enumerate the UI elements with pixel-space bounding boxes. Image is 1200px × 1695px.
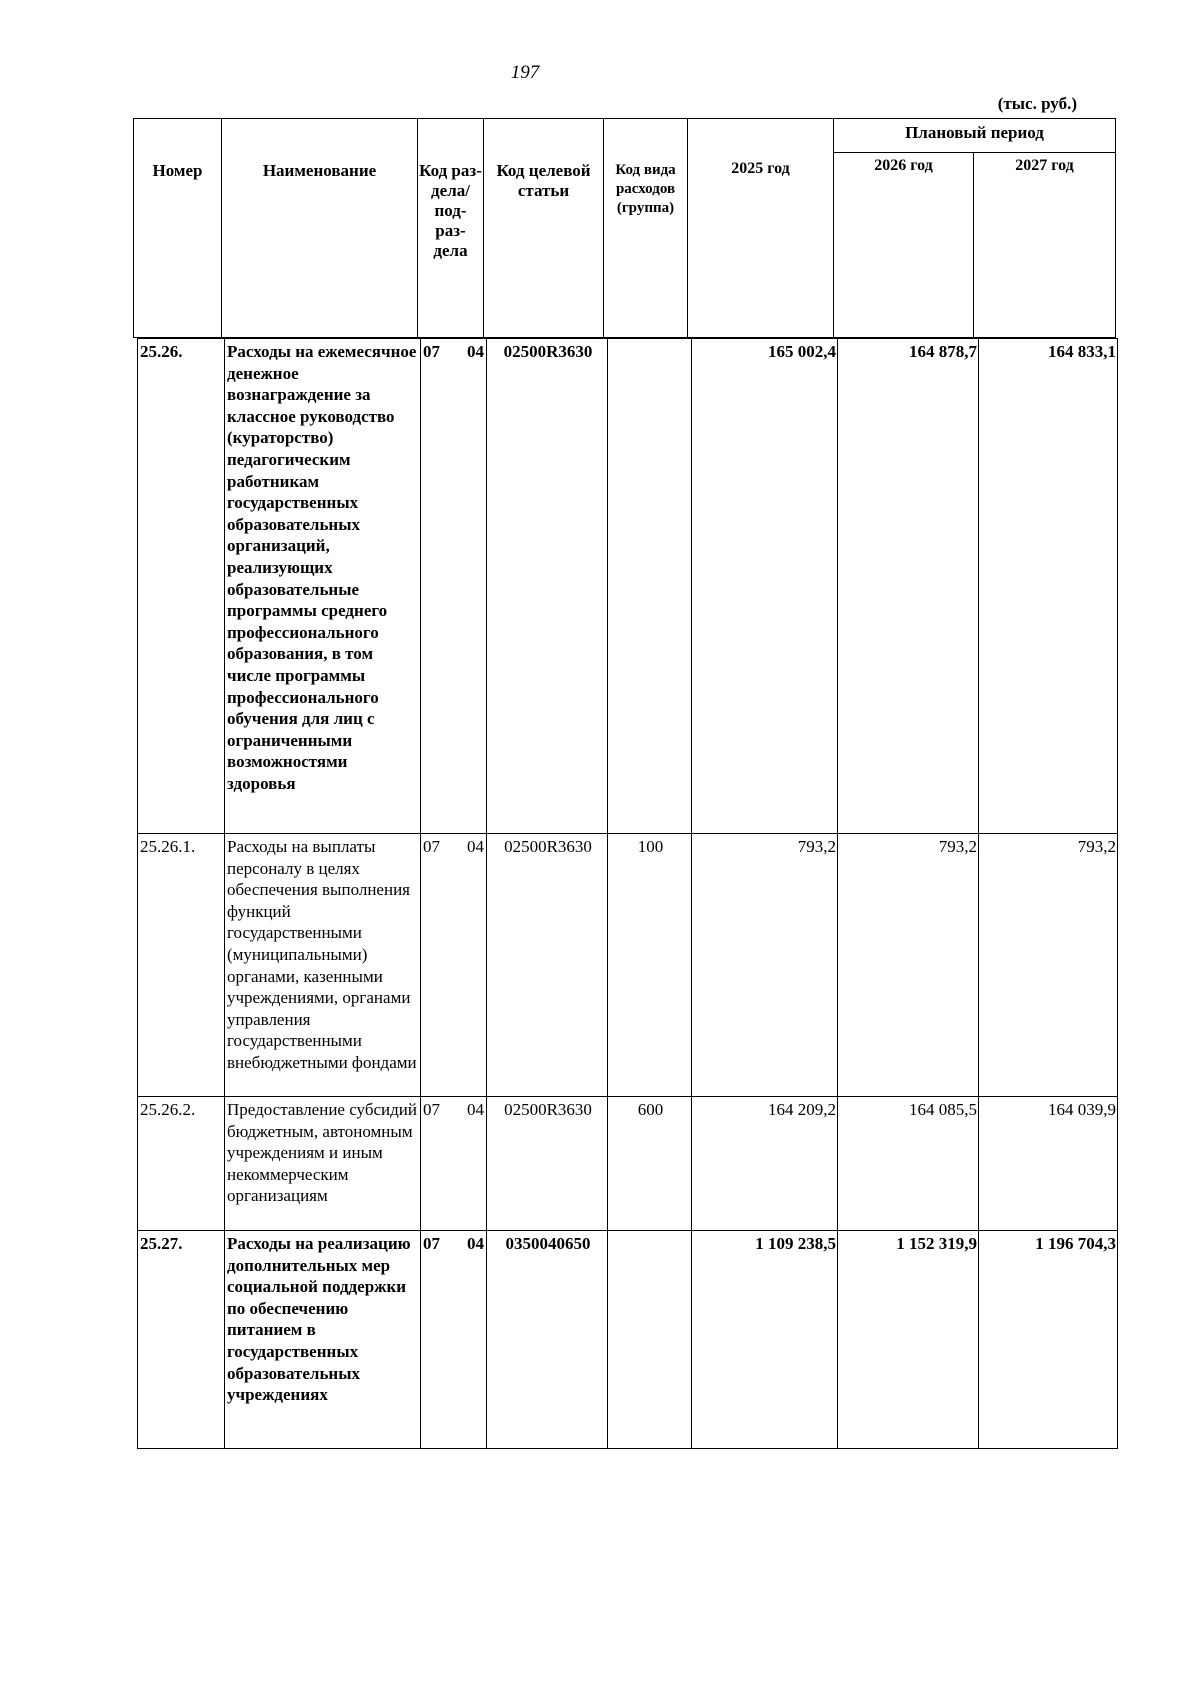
row-2027: 793,2: [979, 834, 1118, 1097]
row-expense-type: 100: [608, 834, 692, 1097]
header-number: Номер: [134, 119, 222, 338]
row-subsection: 04: [467, 342, 484, 361]
row-section: 07: [423, 1100, 440, 1119]
header-year-2027: 2027 год: [974, 153, 1116, 338]
table-row: [138, 1097, 1118, 1231]
header-target-code: Код целевой статьи: [484, 119, 604, 338]
table-header: [133, 118, 1116, 338]
row-target-code: 02500R3630: [487, 339, 608, 834]
table-row: [138, 1231, 1118, 1449]
page-number: 197: [510, 62, 540, 83]
row-2025: 793,2: [692, 834, 838, 1097]
row-2026: 1 152 319,9: [838, 1231, 979, 1449]
row-2026: 164 878,7: [838, 339, 979, 834]
row-2027: 1 196 704,3: [979, 1231, 1118, 1449]
row-section: 07: [423, 342, 440, 361]
row-section-code: [421, 339, 487, 834]
expense-table: [137, 338, 1118, 1449]
header-year-2026: 2026 год: [834, 153, 974, 338]
row-number: 25.26.2.: [138, 1097, 225, 1231]
row-section-code: [421, 1097, 487, 1231]
header-expense-type: Код вида расходов (группа): [604, 119, 688, 338]
row-2027: 164 833,1: [979, 339, 1118, 834]
row-number: 25.27.: [138, 1231, 225, 1449]
row-expense-type: [608, 339, 692, 834]
row-expense-type: [608, 1231, 692, 1449]
row-name: Предоставление субсидий бюджетным, автономным учреждениям и иным некоммерческим организациям: [225, 1097, 421, 1231]
row-section-code: [421, 834, 487, 1097]
table-row: [138, 339, 1118, 834]
row-target-code: 02500R3630: [487, 1097, 608, 1231]
row-section-code: [421, 1231, 487, 1449]
row-2025: 1 109 238,5: [692, 1231, 838, 1449]
row-subsection: 04: [467, 1100, 484, 1119]
header-section-code: Код раз- дела/ под- раз- дела: [418, 119, 484, 338]
row-name: Расходы на выплаты персоналу в целях обеспечения выполнения функций государственными (муниципальными) органами, казенными учреждениями, органами управления государственными внебюджетными фондами: [225, 834, 421, 1097]
row-name: Расходы на ежемесячное денежное вознаграждение за классное руководство (кураторство) педагогическим работникам государственных образовательных организаций, реализующих образовательные программы среднего профессионального образования, в том числе программы профессионального обучения для лиц с ограниченными возможностями здоровья: [225, 339, 421, 834]
row-expense-type: 600: [608, 1097, 692, 1231]
row-name: Расходы на реализацию дополнительных мер социальной поддержки по обеспечению питанием в государственных образовательных учреждениях: [225, 1231, 421, 1449]
row-2025: 164 209,2: [692, 1097, 838, 1231]
row-target-code: 02500R3630: [487, 834, 608, 1097]
row-target-code: 0350040650: [487, 1231, 608, 1449]
row-2027: 164 039,9: [979, 1097, 1118, 1231]
header-planned-period: Плановый период: [834, 119, 1116, 153]
row-section: 07: [423, 837, 440, 856]
units-label: (тыс. руб.): [997, 94, 1077, 113]
row-2026: 164 085,5: [838, 1097, 979, 1231]
header-name: Наименование: [222, 119, 418, 338]
row-2025: 165 002,4: [692, 339, 838, 834]
row-2026: 793,2: [838, 834, 979, 1097]
row-subsection: 04: [467, 1234, 484, 1253]
table-row: [138, 834, 1118, 1097]
row-section: 07: [423, 1234, 440, 1253]
row-subsection: 04: [467, 837, 484, 856]
row-number: 25.26.1.: [138, 834, 225, 1097]
header-year-2025: 2025 год: [688, 119, 834, 338]
row-number: 25.26.: [138, 339, 225, 834]
